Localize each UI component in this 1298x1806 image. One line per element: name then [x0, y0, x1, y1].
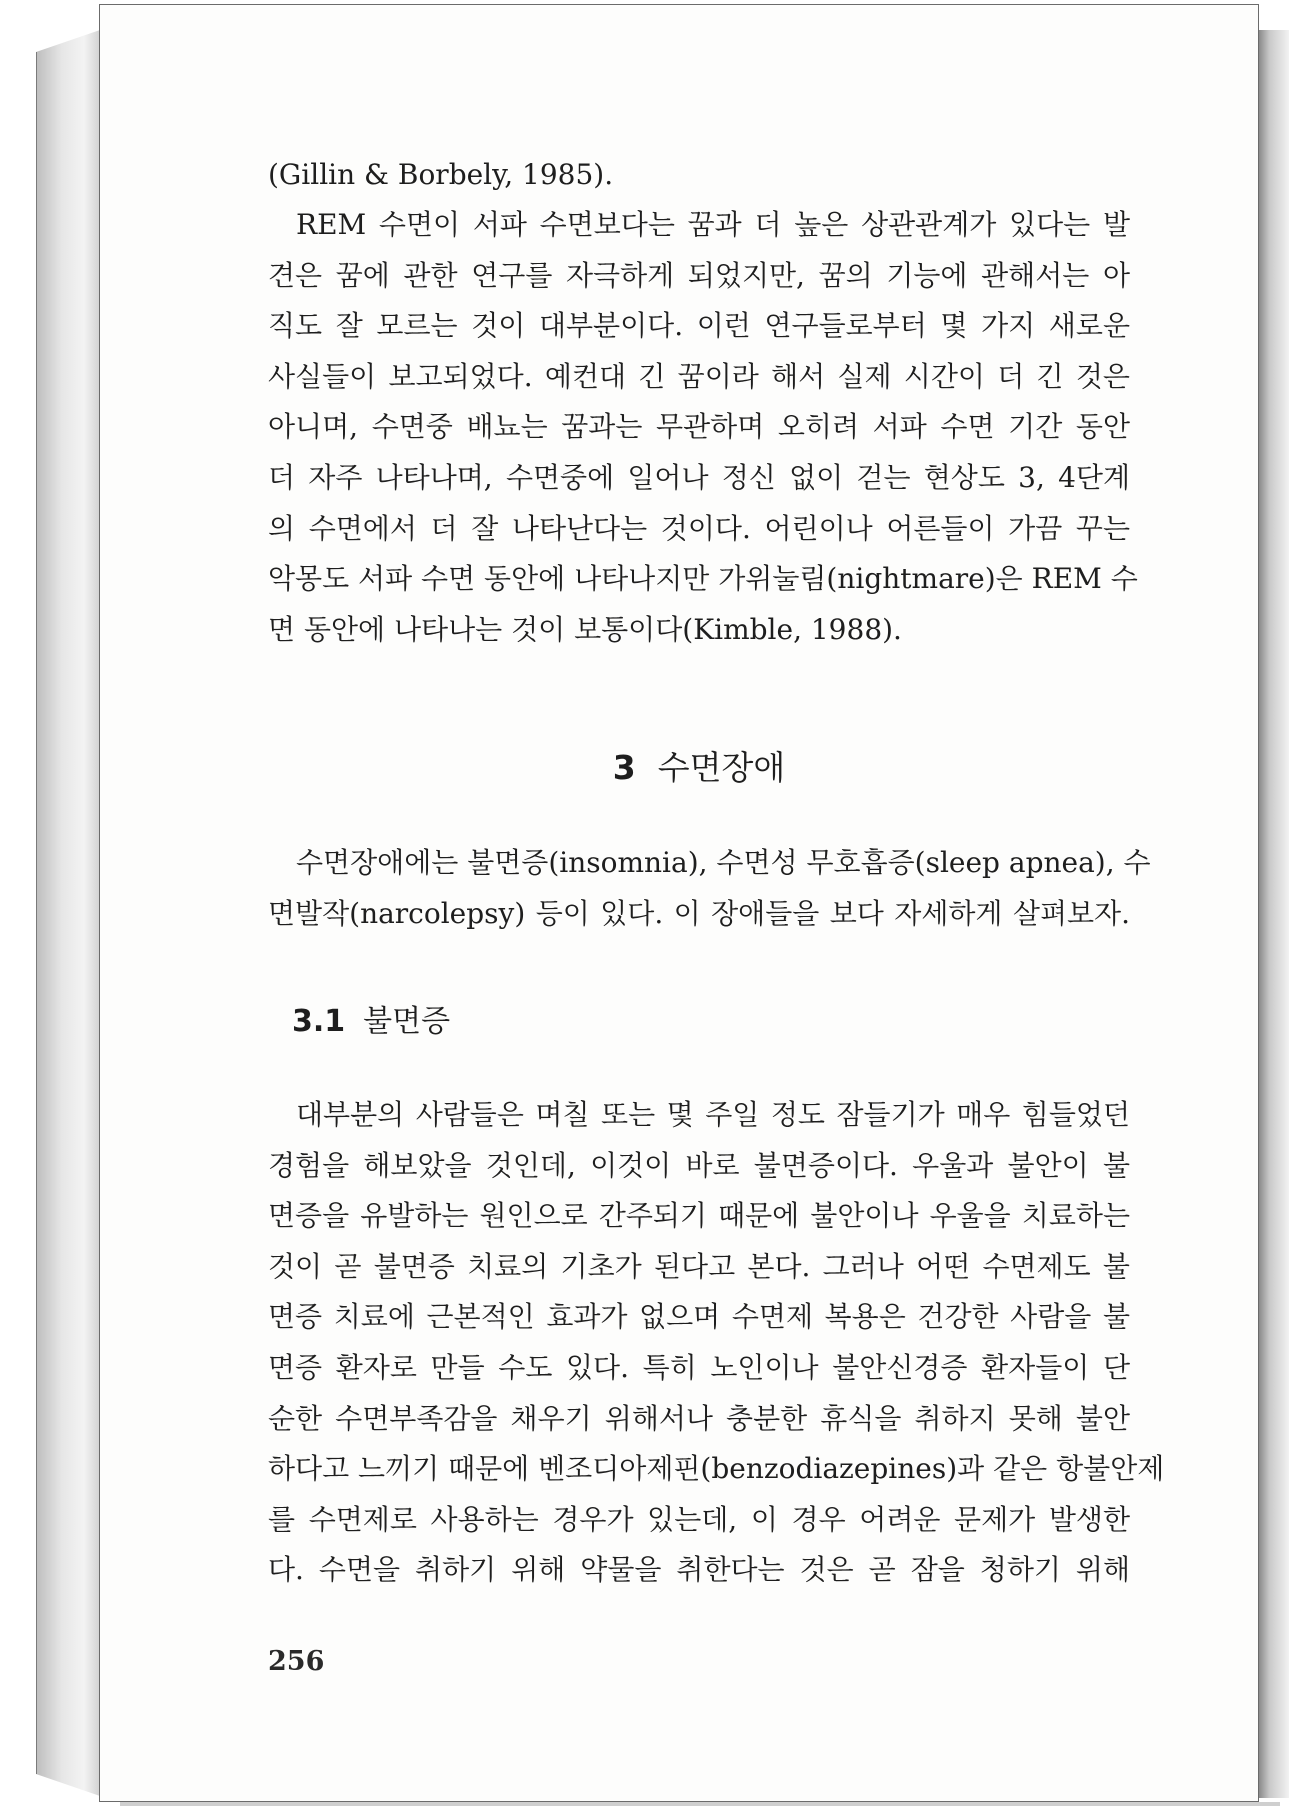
- text-line: 다. 수면을 취하기 위해 약물을 취한다는 것은 곧 잠을 청하기 위해: [268, 1553, 1130, 1587]
- page-shadow-bottom: [120, 1802, 1280, 1806]
- text-line: 면발작(narcolepsy) 등이 있다. 이 장애들을 보다 자세하게 살펴보자.: [268, 896, 1130, 930]
- text-line: 직도 잘 모르는 것이 대부분이다. 이런 연구들로부터 몇 가지 새로운: [268, 309, 1130, 343]
- section-heading: [268, 742, 1130, 789]
- text-line: 의 수면에서 더 잘 나타난다는 것이다. 어린이나 어른들이 가끔 꾸는: [268, 511, 1130, 545]
- text-line: 면증 치료에 근본적인 효과가 없으며 수면제 복용은 건강한 사람을 불: [268, 1300, 1130, 1334]
- text-line: 경험을 해보았을 것인데, 이것이 바로 불면증이다. 우울과 불안이 불: [268, 1148, 1130, 1182]
- intro-block: [268, 150, 1130, 201]
- text-line: 면증 환자로 만들 수도 있다. 특히 노인이나 불안신경증 환자들이 단: [268, 1350, 1130, 1384]
- text-line: 견은 꿈에 관한 연구를 자극하게 되었지만, 꿈의 기능에 관해서는 아: [268, 258, 1130, 292]
- section-title: 수면장애: [657, 748, 786, 787]
- text-line: 악몽도 서파 수면 동안에 나타나지만 가위눌림(nightmare)은 REM 수: [268, 562, 1138, 596]
- page-shadow-right: [1259, 30, 1289, 1798]
- paragraph-3-block: [268, 1090, 1165, 1596]
- text-line: (Gillin & Borbely, 1985).: [268, 158, 614, 191]
- text-line: 사실들이 보고되었다. 예컨대 긴 꿈이라 해서 실제 시간이 더 긴 것은: [268, 359, 1130, 393]
- text-line: 아니며, 수면중 배뇨는 꿈과는 무관하며 오히려 서파 수면 기간 동안: [268, 410, 1130, 444]
- intro-paragraph: [268, 150, 1130, 201]
- text-line: 수면장애에는 불면증(insomnia), 수면성 무호흡증(sleep apnea), 수: [296, 846, 1151, 879]
- paragraph-2: [268, 838, 1151, 939]
- text-line: 것이 곧 불면증 치료의 기초가 된다고 본다. 그러나 어떤 수면제도 불: [268, 1249, 1130, 1283]
- subsection-number: 3.1: [292, 1004, 346, 1039]
- paragraph-2-block: [268, 838, 1151, 939]
- text-line: 더 자주 나타나며, 수면중에 일어나 정신 없이 걷는 현상도 3, 4단계: [268, 460, 1130, 494]
- text-line: 대부분의 사람들은 며칠 또는 몇 주일 정도 잠들기가 매우 힘들었던: [296, 1098, 1130, 1131]
- paragraph-3: [268, 1090, 1165, 1596]
- paragraph-1: [268, 200, 1138, 655]
- paragraph-1-block: [268, 200, 1138, 655]
- text-line: 순한 수면부족감을 채우기 위해서나 충분한 휴식을 취하지 못해 불안: [268, 1401, 1130, 1435]
- text-line: 를 수면제로 사용하는 경우가 있는데, 이 경우 어려운 문제가 발생한: [268, 1502, 1130, 1536]
- book-spine: [36, 30, 100, 1796]
- subsection-title: 불면증: [363, 1004, 451, 1039]
- text-line: 면증을 유발하는 원인으로 간주되기 때문에 불안이나 우울을 치료하는: [268, 1199, 1130, 1233]
- text-line: REM 수면이 서파 수면보다는 꿈과 더 높은 상관관계가 있다는 발: [296, 208, 1130, 241]
- page-number: 256: [268, 1646, 325, 1677]
- section-number: 3: [612, 748, 636, 787]
- spine-edge-line: [36, 52, 37, 1774]
- text-line: 면 동안에 나타나는 것이 보통이다(Kimble, 1988).: [268, 612, 902, 646]
- subsection-heading: [292, 996, 450, 1040]
- text-line: 하다고 느끼기 때문에 벤조디아제핀(benzodiazepines)과 같은 항불안제: [268, 1452, 1165, 1486]
